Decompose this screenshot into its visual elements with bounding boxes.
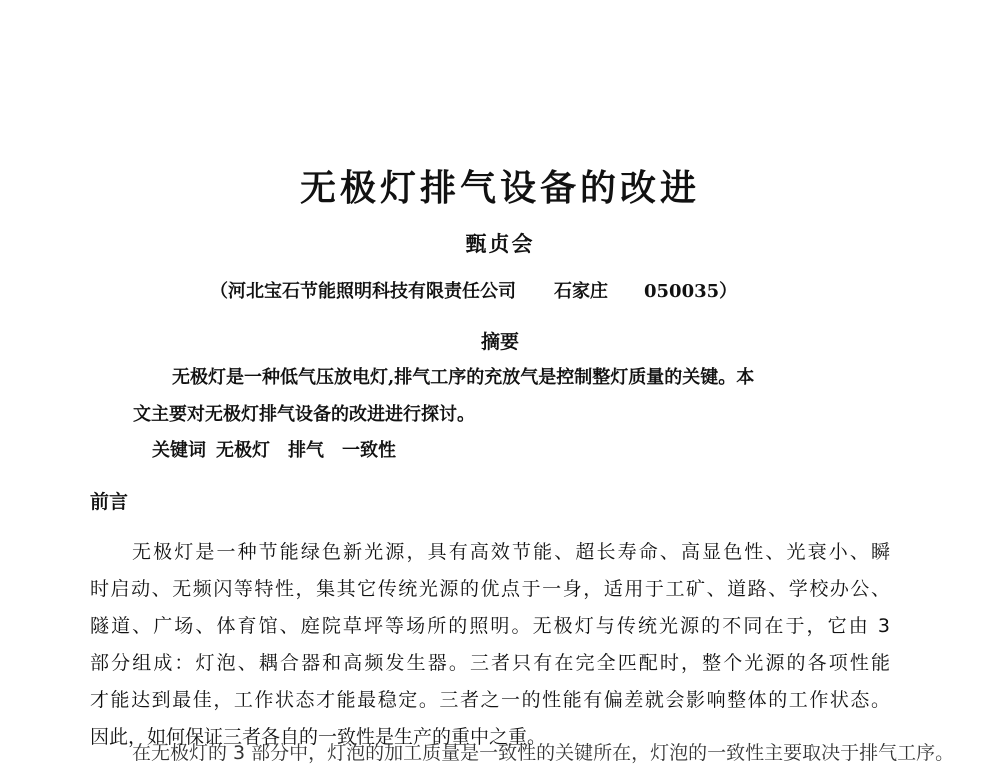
affiliation [210, 277, 810, 303]
body-text-line: 隧道、广场、体育馆、庭院草坪等场所的照明。无极灯与传统光源的不同在于，它由 3 [90, 615, 890, 637]
abstract-line-2: 文主要对无极灯排气设备的改进进行探讨。 [133, 404, 475, 425]
body-text-line: 无极灯是一种节能绿色新光源，具有高效节能、超长寿命、高显色性、光衰小、瞬 [132, 541, 890, 563]
keyword-item: 无极灯 [216, 440, 270, 461]
body-text-line: 部分组成：灯泡、耦合器和高频发生器。三者只有在完全匹配时，整个光源的各项性能 [90, 652, 890, 674]
section-heading-preface: 前言 [90, 491, 129, 513]
affiliation-organization: 河北宝石节能照明科技有限责任公司 [228, 281, 516, 302]
body-text-line: 因此，如何保证三者各自的一致性是生产的重中之重。 [90, 726, 547, 748]
author-name: 甄贞会 [465, 231, 535, 256]
keywords-label: 关键词 [152, 440, 206, 461]
affiliation-open-paren: （ [210, 281, 228, 302]
body-text-line: 时启动、无频闪等特性，集其它传统光源的优点于一身，适用于工矿、道路、学校办公、 [90, 578, 890, 600]
paper-title: 无极灯排气设备的改进 [299, 167, 700, 209]
affiliation-close-paren: ） [719, 281, 738, 302]
body-text-line: 才能达到最佳，工作状态才能最稳定。三者之一的性能有偏差就会影响整体的工作状态。 [90, 689, 890, 711]
abstract-line-1: 无极灯是一种低气压放电灯,排气工序的充放气是控制整灯质量的关键。本 [172, 367, 755, 388]
keywords [152, 436, 414, 462]
abstract-heading: 摘要 [480, 331, 519, 353]
cutoff-line-window [132, 742, 955, 764]
body-text-line-cutoff: 在无极灯的 3 部分中，灯泡的加工质量是一致性的关键所在，灯泡的一致性主要取决于排气工序。 [132, 742, 955, 764]
keyword-item: 一致性 [342, 440, 396, 461]
keyword-item: 排气 [288, 440, 324, 461]
affiliation-postcode: 050035 [644, 281, 720, 302]
affiliation-city: 石家庄 [554, 281, 608, 302]
